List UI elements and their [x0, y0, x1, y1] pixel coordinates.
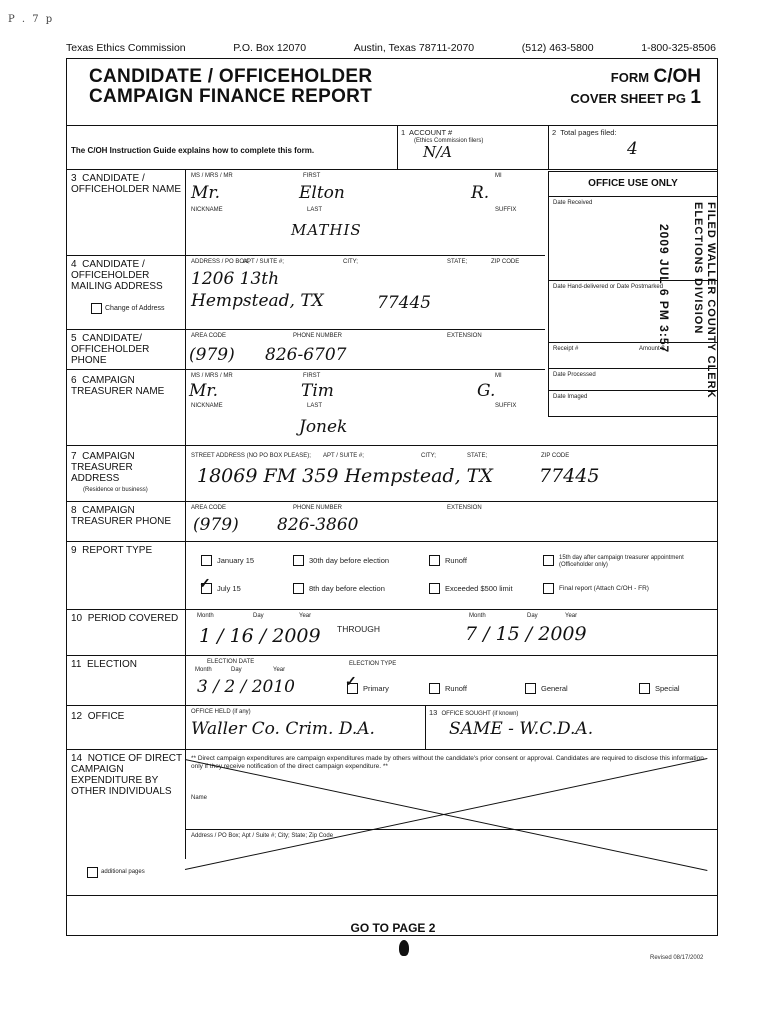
- field-label: MS / MRS / MR: [191, 173, 233, 179]
- section-9-label: 9 REPORT TYPE: [71, 545, 153, 556]
- check-mark-icon: ✓: [199, 575, 211, 591]
- treasurer-last-name[interactable]: Jonek: [299, 417, 348, 437]
- date-processed-label: Date Processed: [553, 372, 596, 378]
- report-type-8th-checkbox[interactable]: [293, 583, 304, 594]
- field-label: Month: [469, 613, 486, 619]
- report-type-15th-checkbox[interactable]: [543, 555, 554, 566]
- report-form: [66, 58, 718, 936]
- section-10-label: 10 PERIOD COVERED: [71, 613, 179, 624]
- receipt-label: Receipt #: [553, 346, 579, 352]
- field-label: ELECTION DATE: [207, 659, 255, 665]
- section-11-label: 11 ELECTION: [71, 659, 137, 670]
- field-label: Year: [273, 667, 286, 673]
- field-label: APT / SUITE #;: [243, 259, 284, 265]
- candidate-area-code[interactable]: (979): [189, 345, 235, 365]
- field-label: ADDRESS / PO BOX;: [191, 259, 250, 265]
- report-type-option-label: January 15: [217, 556, 255, 565]
- report-type-runoff-checkbox[interactable]: [429, 555, 440, 566]
- field-label: LAST: [307, 207, 323, 213]
- report-type-option-label: July 15: [217, 584, 241, 593]
- field-label: LAST: [307, 403, 323, 409]
- filed-stamp-clerk: FILED WALLER COUNTY CLERK ELECTIONS DIVISION: [692, 202, 717, 399]
- report-type-option-label: Runoff: [445, 556, 467, 565]
- total-pages-value[interactable]: 4: [627, 139, 638, 159]
- field-label: Day: [231, 667, 242, 673]
- candidate-address-line1[interactable]: 1206 13th: [191, 269, 280, 289]
- election-type-label: General: [541, 684, 568, 693]
- report-type-option-label: 8th day before election: [309, 584, 385, 593]
- field-label: NICKNAME: [191, 403, 223, 409]
- field-label: SUFFIX: [495, 207, 517, 213]
- election-special-checkbox[interactable]: [639, 683, 650, 694]
- filed-stamp-date: 2009 JUL 6 PM 3:57: [657, 224, 671, 354]
- election-type-label: Runoff: [445, 684, 467, 693]
- total-pages-label: 2 Total pages filed:: [552, 128, 617, 137]
- field-label: FIRST: [303, 173, 321, 179]
- report-type-final-checkbox[interactable]: [543, 583, 554, 594]
- office-use-box: [548, 171, 718, 417]
- go-to-page-2: GO TO PAGE 2: [350, 921, 436, 935]
- field-label: Day: [527, 613, 538, 619]
- field-label: MI: [495, 373, 502, 379]
- field-label: OFFICE HELD (if any): [191, 709, 251, 715]
- form-code: FORM C/OH COVER SHEET PG 1: [570, 66, 701, 108]
- candidate-zip[interactable]: 77445: [377, 293, 432, 313]
- candidate-phone[interactable]: 826-6707: [265, 345, 347, 365]
- field-label: FIRST: [303, 373, 321, 379]
- election-runoff-checkbox[interactable]: [429, 683, 440, 694]
- agency-phone: (512) 463-5800: [521, 42, 594, 54]
- notice-text: ** Direct campaign expenditures are campaign expenditures made by others without the candidate's prior consent or approval. Candidates are required to disclose this information only if they receive notification of the direct campaign expenditure. **: [191, 755, 704, 770]
- date-received-label: Date Received: [553, 200, 593, 206]
- office-sought[interactable]: SAME - W.C.D.A.: [449, 719, 594, 739]
- notice-address-label: Address / PO Box; Apt / Suite #; City; State; Zip Code: [191, 833, 334, 839]
- report-type-option-label: 30th day before election: [309, 556, 390, 565]
- section-4-label: 4 CANDIDATE / OFFICEHOLDER MAILING ADDRESS: [71, 259, 163, 292]
- field-label: CITY;: [421, 453, 436, 459]
- instructions-text: The C/OH Instruction Guide explains how to complete this form.: [71, 146, 315, 155]
- additional-pages-label: additional pages: [101, 869, 145, 875]
- section-12-label: 12 OFFICE: [71, 711, 125, 722]
- election-type-label: Primary: [363, 684, 389, 693]
- form-title: CANDIDATE / OFFICEHOLDER CAMPAIGN FINANCE REPORT: [89, 66, 373, 107]
- notice-name-label: Name: [191, 795, 208, 801]
- date-imaged-label: Date Imaged: [553, 394, 588, 400]
- section-7-sub: (Residence or business): [83, 487, 148, 493]
- field-label: PHONE NUMBER: [293, 333, 343, 339]
- treasurer-phone[interactable]: 826-3860: [277, 515, 359, 535]
- agency-city: Austin, Texas 78711-2070: [353, 42, 475, 54]
- treasurer-zip[interactable]: 77445: [539, 465, 600, 487]
- candidate-title[interactable]: Mr.: [191, 183, 221, 203]
- account-number-label: 1 ACCOUNT #: [401, 128, 453, 137]
- report-type-exceeded-checkbox[interactable]: [429, 583, 440, 594]
- period-from[interactable]: 1 / 16 / 2009: [199, 625, 321, 647]
- agency-name: Texas Ethics Commission: [66, 42, 186, 54]
- field-label: PHONE NUMBER: [293, 505, 343, 511]
- election-general-checkbox[interactable]: [525, 683, 536, 694]
- field-label: SUFFIX: [495, 403, 517, 409]
- field-label: Month: [195, 667, 212, 673]
- corner-marks: P . 7 p: [8, 14, 55, 25]
- office-use-title: OFFICE USE ONLY: [588, 178, 678, 189]
- field-label: APT / SUITE #;: [323, 453, 364, 459]
- report-type-jan15-checkbox[interactable]: [201, 555, 212, 566]
- change-of-address-label: Change of Address: [105, 305, 165, 312]
- report-type-option-label: Exceeded $500 limit: [445, 584, 513, 593]
- election-date[interactable]: 3 / 2 / 2010: [197, 677, 295, 697]
- treasurer-mi[interactable]: G.: [477, 381, 496, 401]
- additional-pages-checkbox[interactable]: [87, 867, 98, 878]
- field-label: STATE;: [447, 259, 468, 265]
- account-sub-label: (Ethics Commission filers): [414, 138, 484, 144]
- period-to[interactable]: 7 / 15 / 2009: [465, 623, 587, 645]
- candidate-address-line2[interactable]: Hempstead, TX: [191, 291, 324, 311]
- field-label: AREA CODE: [191, 333, 227, 339]
- field-label: ZIP CODE: [541, 453, 570, 459]
- field-label: EXTENSION: [447, 505, 482, 511]
- treasurer-first-name[interactable]: Tim: [301, 381, 334, 401]
- field-label: Month: [197, 613, 214, 619]
- field-label: MI: [495, 173, 502, 179]
- field-label: ELECTION TYPE: [349, 661, 397, 667]
- field-label: ZIP CODE: [491, 259, 520, 265]
- check-mark-icon: ✓: [345, 673, 357, 689]
- section-14-label: 14 NOTICE OF DIRECT CAMPAIGN EXPENDITURE BY OTHER INDIVIDUALS: [71, 753, 182, 797]
- section-3-label: 3 CANDIDATE / OFFICEHOLDER NAME: [71, 173, 182, 195]
- candidate-mi[interactable]: R.: [471, 183, 490, 203]
- section-7-label: 7 CAMPAIGN TREASURER ADDRESS: [71, 451, 135, 484]
- candidate-last-name[interactable]: MATHIS: [291, 221, 362, 239]
- field-label: Year: [299, 613, 312, 619]
- account-value[interactable]: N/A: [423, 143, 453, 161]
- field-label: CITY;: [343, 259, 358, 265]
- agency-line: [66, 42, 716, 54]
- through-label: THROUGH: [337, 624, 380, 634]
- field-label: Day: [253, 613, 264, 619]
- change-of-address-checkbox[interactable]: [91, 303, 102, 314]
- field-label: EXTENSION: [447, 333, 482, 339]
- agency-tollfree: 1-800-325-8506: [641, 42, 716, 54]
- field-label: NICKNAME: [191, 207, 223, 213]
- agency-po-box: P.O. Box 12070: [233, 42, 307, 54]
- field-label: STREET ADDRESS (NO PO BOX PLEASE);: [191, 453, 311, 459]
- office-held[interactable]: Waller Co. Crim. D.A.: [191, 719, 375, 739]
- report-type-option-label: 15th day after campaign treasurer appointment (Officeholder only): [559, 555, 684, 568]
- field-label: AREA CODE: [191, 505, 227, 511]
- section-6-label: 6 CAMPAIGN TREASURER NAME: [71, 375, 165, 397]
- section-8-label: 8 CAMPAIGN TREASURER PHONE: [71, 505, 172, 527]
- treasurer-title[interactable]: Mr.: [189, 381, 219, 401]
- ink-blot: [399, 940, 409, 956]
- date-hand-delivered-label: Date Hand-delivered or Date Postmarked: [553, 284, 664, 290]
- amount-label: Amount $: [639, 346, 665, 352]
- field-label: STATE;: [467, 453, 488, 459]
- election-type-label: Special: [655, 684, 680, 693]
- field-label: Year: [565, 613, 578, 619]
- section-13-label: 13 OFFICE SOUGHT (if known): [429, 708, 519, 717]
- candidate-first-name[interactable]: Elton: [299, 183, 345, 203]
- report-type-option-label: Final report (Attach C/OH - FR): [559, 585, 649, 592]
- section-5-label: 5 CANDIDATE/ OFFICEHOLDER PHONE: [71, 333, 150, 366]
- treasurer-area-code[interactable]: (979): [193, 515, 239, 535]
- report-type-30th-checkbox[interactable]: [293, 555, 304, 566]
- treasurer-address[interactable]: 18069 FM 359 Hempstead, TX: [197, 465, 493, 487]
- field-label: MS / MRS / MR: [191, 373, 233, 379]
- strike-line: [185, 759, 708, 871]
- revision-date: Revised 08/17/2002: [650, 955, 704, 961]
